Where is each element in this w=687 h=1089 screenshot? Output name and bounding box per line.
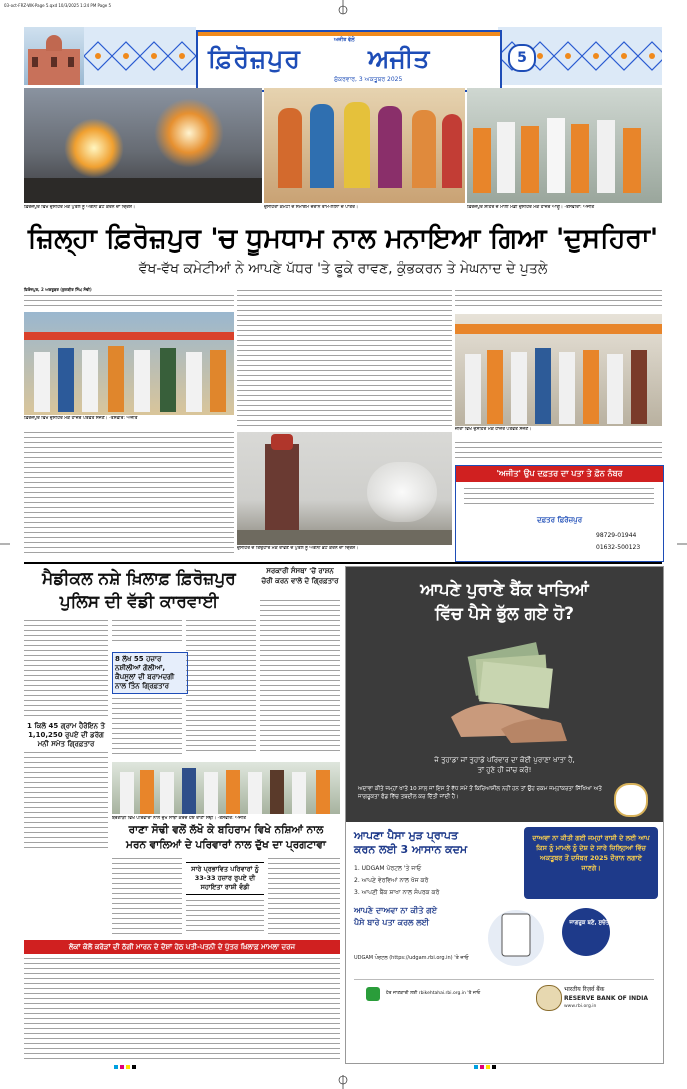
rbi-step-2: 2. ਆਪਣੇ ਵੇਰਵਿਆਂ ਨਾਲ ਖੋਜ ਕਰੋ [354, 877, 429, 884]
rbi-bubble-text: ਜਾਗਰੂਕ ਬਣੋ, ਸੁਚੇਤ ਰਹੋ! [569, 920, 621, 926]
rbi-divider [354, 979, 654, 980]
drugs-headline-1: ਮੈਡੀਕਲ ਨਸ਼ੇ ਖ਼ਿਲਾਫ਼ ਫ਼ਿਰੋਜ਼ਪੁਰ [42, 569, 236, 589]
top-caption-1: ਫ਼ਿਰੋਜ਼ਪੁਰ ਵਿਖੇ ਦੁਸਹਿਰੇ ਮੌਕੇ ਪੁਤਲੇ ਨੂੰ ਅਗਨੀ ਭੇਟ ਕਰਨ ਦਾ ਦ੍ਰਿਸ਼। [24, 205, 135, 210]
bottom-story-headline: ਲੋਕਾਂ ਕੋਲੋਂ ਕਰੋੜਾਂ ਦੀ ਠੱਗੀ ਮਾਰਨ ਦੇ ਦੋਸ਼ਾਂ ਹੇਠ ਪਤੀ-ਪਤਨੀ ਦੇ ਪੁੱਤਰ ਖ਼ਿਲਾਫ਼ ਮਾਮਲਾ ਦਰਜ [24, 940, 340, 954]
rbi-site[interactable]: www.rbi.org.in [564, 1004, 597, 1009]
drugs-body-col2-bottom [112, 698, 182, 758]
office-phone-2: 01632-500123 [596, 544, 641, 551]
rbi-ad-body-1: ਜੇ ਤੁਹਾਡਾ ਜਾਂ ਤੁਹਾਡੇ ਪਰਿਵਾਰ ਦਾ ਕੋਈ ਪੁਰਾਣਾ ਖਾਤਾ ਹੈ, [434, 756, 575, 764]
main-body-col1-bottom [24, 432, 234, 560]
rbi-info-line[interactable]: ਹੋਰ ਜਾਣਕਾਰੀ ਲਈ rbikehtahai.rbi.org.in 'ਤੇ ਜਾਓ [386, 991, 481, 996]
section-divider [24, 562, 662, 564]
drugs-subhead: 8 ਲੱਖ 55 ਹਜ਼ਾਰ ਨਸ਼ੀਲੀਆਂ ਗੋਲੀਆਂ, ਕੈਪਸੂਲਾਂ ਦੀ ਬਰਾਮਦਗੀ ਨਾਲ ਤਿੰਨ ਗ੍ਰਿਫ਼ਤਾਰ [112, 652, 188, 694]
photo-dussehra-leaders [467, 88, 662, 203]
rbi-name: RESERVE BANK OF INDIA [564, 995, 648, 1002]
rbi-name-hindi: भारतीय रिज़र्व बैंक [564, 986, 605, 993]
small-story-headline: 1 ਕਿਲੋ 45 ਗ੍ਰਾਮ ਹੈਰੋਇਨ ਤੇ 1,10,250 ਰੁਪਏ ਦੀ ਡਰੱਗ ਮਨੀ ਸਮੇਤ ਗ੍ਰਿਫ਼ਤਾਰ [27, 722, 105, 748]
office-phone-1: 98729-01944 [596, 532, 637, 539]
rbi-emblem-icon [614, 783, 648, 817]
rbi-udgam-link[interactable]: UDGAM ਪੋਰਟਲ (https://udgam.rbi.org.in) 'ਤੇ ਜਾਓ [354, 955, 469, 961]
rbi-steps-title-1: ਆਪਣਾ ਪੈਸਾ ਮੁੜ ਪ੍ਰਾਪਤ [354, 829, 459, 842]
rbi-ad-note: ਅਦਾਵਾ ਕੀਤੇ ਜਮ੍ਹਾਂ ਖਾਤੇ 10 ਸਾਲ ਜਾਂ ਇਸ ਤੋਂ ਵੱਧ ਸਮੇਂ ਤੋਂ ਕਿਰਿਆਸ਼ੀਲ ਨਹੀਂ ਹਨ ਤਾਂ ਉਹ ਰਕਮ ਜਮ੍ਹਾਂਕਰਤਾ ਸਿੱਖਿਆ ਅਤੇ ਜਾਗਰੂਕਤਾ ਫੰਡ ਵਿੱਚ ਤਬਦੀਲ ਕਰ ਦਿੱਤੀ ਜਾਂਦੀ ਹੈ। [358, 786, 602, 800]
print-color-bar [24, 1064, 662, 1072]
rana-headline-2: ਮਰਨ ਵਾਲਿਆਂ ਦੇ ਪਰਿਵਾਰਾਂ ਨਾਲ ਦੁੱਖ ਦਾ ਪ੍ਰਗਟਾਵਾ [126, 839, 326, 851]
rana-headline-1: ਰਾਣਾ ਸੋਢੀ ਵਲੋਂ ਲੱਖੋ ਕੇ ਬਹਿਰਾਮ ਵਿਖੇ ਨਸ਼ਿਆਂ ਨਾਲ [128, 824, 324, 836]
drugs-headline-2: ਪੁਲਿਸ ਦੀ ਵੱਡੀ ਕਾਰਵਾਈ [59, 592, 219, 612]
rana-body-col1 [112, 858, 182, 936]
main-body-col3-mid [455, 442, 662, 464]
rbi-seal-icon [536, 985, 562, 1011]
rbi-footer-1: ਆਪਣੇ ਦਾਅਵਾ ਨਾ ਕੀਤੇ ਗਏ [354, 906, 438, 915]
caption-rana: ਬਰਗਾੜੀ ਵਿਖੇ ਪਰਿਵਾਰਾਂ ਨਾਲ ਦੁੱਖ ਸਾਂਝਾ ਕਰਦੇ ਹੋਏ ਰਾਣਾ ਸੋਢੀ। -ਤਸਵੀਰ: ਅਜੀਤ [112, 816, 247, 821]
side-story-headline: ਸਰਕਾਰੀ ਸੰਸਥਾ 'ਚੋਂ ਰਾਸ਼ਨ ਚੋਰੀ ਕਰਨ ਵਾਲੇ ਦੋ ਗ੍ਰਿਫ਼ਤਾਰ [261, 567, 339, 585]
building-photo [24, 27, 84, 85]
rbi-footer-2: ਪੈਸੇ ਬਾਰੇ ਪਤਾ ਕਰਲ ਲਈ [354, 918, 430, 927]
masthead [196, 30, 502, 92]
main-body-col1-top [24, 295, 234, 310]
rana-body-col3 [268, 858, 340, 936]
photo-effigy-burning [24, 88, 262, 203]
drugs-body-col2-top [112, 620, 182, 650]
masthead-date: ਸ਼ੁੱਕਰਵਾਰ, 3 ਅਕਤੂਬਰ 2025 [334, 76, 403, 83]
photo-stage-dignitaries [24, 312, 234, 415]
office-box-title: 'ਅਜੀਤ' ਉਪ ਦਫ਼ਤਰ ਦਾ ਪਤਾ ਤੇ ਫ਼ੋਨ ਨੰਬਰ [456, 466, 663, 482]
page-number: 5 [508, 44, 536, 72]
rbi-ad-headline-1: ਆਪਣੇ ਪੁਰਾਣੇ ਬੈਂਕ ਖਾਤਿਆਂ [420, 580, 589, 600]
side-story-body [260, 600, 340, 760]
caption-zira: ਜ਼ੀਰਾ ਵਿਖੇ ਦੁਸਹਿਰੇ ਮੌਕੇ ਹਾਜ਼ਰ ਪਤਵੰਤੇ ਸੱਜਣ। [455, 427, 532, 432]
photo-effigy-standing [237, 432, 452, 545]
rana-pullquote: ਸਾਰੇ ਪ੍ਰਭਾਵਿਤ ਪਰਿਵਾਰਾਂ ਨੂੰ 33-33 ਹਜ਼ਾਰ ਰੁਪਏ ਦੀ ਸਹਾਇਤਾ ਰਾਸ਼ੀ ਵੰਡੀ [186, 862, 264, 895]
drugs-body-col3 [186, 620, 256, 758]
caption-effigy: ਦੁਸਹਿਰੇ ਦੇ ਤਿਉਹਾਰ ਮੌਕੇ ਰਾਵਣ ਦੇ ਪੁਤਲੇ ਨੂੰ ਅਗਨੀ ਭੇਟ ਕਰਨ ਦਾ ਦ੍ਰਿਸ਼। [237, 546, 359, 551]
photo-zira-dussehra [455, 314, 662, 426]
office-label: ਦਫ਼ਤਰ ਫ਼ਿਰੋਜ਼ਪੁਰ [536, 516, 583, 524]
main-headline: ਜ਼ਿਲ੍ਹਾ ਫ਼ਿਰੋਜ਼ਪੁਰ 'ਚ ਧੂਮਧਾਮ ਨਾਲ ਮਨਾਇਆ ਗਿਆ 'ਦੁਸਹਿਰਾ' [27, 223, 659, 254]
office-box-text [464, 488, 654, 512]
money-hands-illustration [441, 637, 571, 747]
masthead-supra: ਅਜੀਤ ਵੱਲੋਂ [334, 37, 355, 43]
rbi-campaign-box [524, 827, 658, 899]
whatsapp-icon [366, 987, 380, 1001]
rbi-step-3: 3. ਆਪਣੀ ਬੈਂਕ ਸ਼ਾਖਾ ਨਾਲ ਸੰਪਰਕ ਕਰੋ [354, 889, 440, 896]
caption-stage-dignitaries: ਫ਼ਿਰੋਜ਼ਪੁਰ ਵਿਖੇ ਦੁਸਹਿਰੇ ਮੌਕੇ ਹਾਜ਼ਰ ਪਤਵੰਤੇ ਸੱਜਣ। -ਤਸਵੀਰ: ਅਜੀਤ [24, 416, 138, 421]
rbi-campaign-text: ਦਾਅਵਾ ਨਾ ਕੀਤੀ ਗਈ ਜਮ੍ਹਾਂ ਰਾਸ਼ੀ ਦੇ ਲਈ ਆਪ ਕਿਸ ਨੂੰ ਮਾਮਲੇ ਨੂੰ ਦੇਸ਼ ਦੇ ਸਾਰੇ ਜ਼ਿਲ੍ਹਿਆਂ ਵਿੱਚ ਅਕਤੂਬਰ ਤੋਂ ਦਸੰਬਰ 2025 ਦੌਰਾਨ ਲਗਾਏ ਜਾਣਗੇ। [532, 834, 650, 872]
rbi-ad-top-panel [346, 567, 663, 822]
rbi-step-1: 1. UDGAM ਪੋਰਟਲ 'ਤੇ ਜਾਓ [354, 865, 422, 872]
office-address-box [455, 465, 664, 562]
drugs-body-col1 [24, 620, 108, 720]
main-subheadline: ਵੱਖ-ਵੱਖ ਕਮੇਟੀਆਂ ਨੇ ਆਪਣੇ ਪੱਧਰ 'ਤੇ ਫੂਕੇ ਰਾਵਣ, ਕੁੰਭਕਰਨ ਤੇ ਮੇਘਨਾਦ ਦੇ ਪੁਤਲੇ [138, 261, 548, 277]
rbi-advertisement [345, 566, 664, 1064]
photo-ramlila-actors [264, 88, 465, 203]
main-byline: ਫ਼ਿਰੋਜ਼ਪੁਰ, 2 ਅਕਤੂਬਰ (ਕੁਲਬੀਰ ਸਿੰਘ ਸੋਢੀ) [24, 287, 92, 292]
rbi-steps-title-2: ਕਰਨ ਲਈ 3 ਆਸਾਨ ਕਦਮ [354, 843, 468, 856]
main-body-col3-top [455, 290, 662, 312]
print-slug: 03-oct-FRZ-WK-Page 5.qxd 10/3/2025 1:24 PM Page 5 [4, 3, 112, 8]
masthead-title-left: ਫ਼ਿਰੋਜ਼ਪੁਰ [208, 44, 301, 73]
top-caption-3: ਫ਼ਿਰੋਜ਼ਪੁਰ ਸ਼ਹਿਰ ਦੇ ਮਾਲੀ ਮੰਡੀ ਦੁਸਹਿਰੇ ਮੌਕੇ ਹਾਜ਼ਰ ਆਗੂ। -ਤਸਵੀਰਾਂ: ਅਜੀਤ [467, 205, 595, 210]
photo-rana-sodhi [112, 762, 340, 814]
rbi-ad-body-2: ਤਾਂ ਹੁਣੇ ਹੀ ਜਾਂਚ ਕਰੋ! [477, 766, 532, 774]
rana-body-col2 [186, 900, 264, 936]
bottom-story-body [24, 958, 340, 1062]
rbi-ad-headline-2: ਵਿੱਚ ਪੈਸੇ ਭੁੱਲ ਗਏ ਹੋ? [435, 604, 574, 624]
masthead-pattern [84, 27, 196, 85]
small-story-body [24, 752, 108, 852]
main-body-col2 [237, 290, 452, 430]
top-caption-2: ਦੁਸਹਿਰਾ ਕਮੇਟੀ ਦੇ ਸਮਾਗਮ ਦੌਰਾਨ ਰਾਮ-ਲੀਲਾ ਦੇ ਪਾਤਰ। [264, 205, 358, 210]
masthead-title-right: ਅਜੀਤ [368, 44, 430, 73]
